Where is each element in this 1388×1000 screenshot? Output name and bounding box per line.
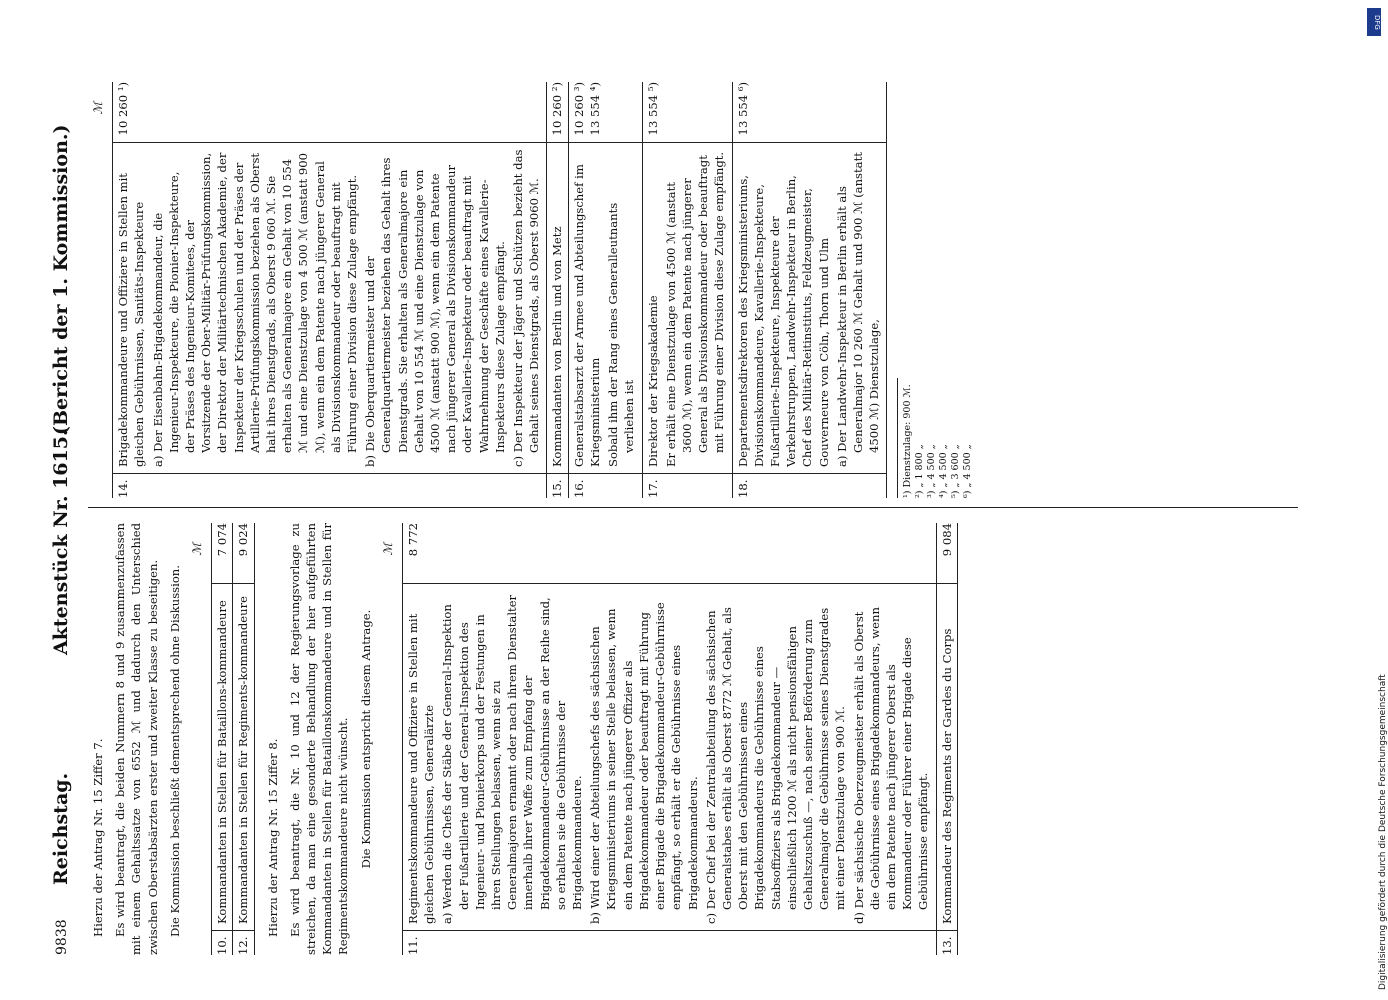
row-title: Generalstabsarzt der Armee und Abteilungschef im Kriegsministerium — [571, 164, 602, 467]
sub-item: a) Der Landwehr-Inspekteur in Berlin erhält als Generalmajor 10 260 ℳ Gehalt und 900 ℳ (anstatt 4500 ℳ) Dienstzulage, — [834, 152, 882, 467]
row-value: 10 260 ¹) — [116, 82, 131, 136]
unit-label: ℳ — [190, 543, 205, 556]
row-number: 12. — [236, 936, 251, 955]
sub-item: Er erhält eine Dienstzulage von 4500 ℳ (anstatt 3600 ℳ), wenn ein dem Patente nach jüngerer General als Divisionskommandeur oder beauftragt mit Führung einer Division diese Zulage empfängt. — [663, 151, 727, 467]
row-text: Kommandanten in Stellen für Regiments-kommandeure — [233, 583, 253, 931]
row-number: 11. — [406, 936, 421, 955]
left-column — [90, 523, 968, 955]
row-number: 18. — [735, 479, 750, 498]
digitization-text: Digitalisierung gefördert durch die Deutsche Forschungsgemeinschaft — [1378, 674, 1388, 990]
row-value: 13 554 ⁶) — [735, 82, 750, 136]
footnote: ¹) Dienstzulage: 900 ℳ. — [902, 384, 914, 498]
sub-item: a) Werden die Chefs der Stäbe der General-Inspektion der Fußartillerie und der General-Inspektion des Ingenieur- und Pionierkorps und der Festungen in ihren Stellungen belassen, wenn sie zu Generalmajoren ernannt oder nach ihrem Dienstalter innerhalb ihrer Waffe zum Empfang der Brigadekommandeur-Gebührnisse an der Reihe sind, so erhalten sie die Gebührnisse der Brigadekommandeure. — [440, 594, 585, 924]
page-number: 9838 — [54, 919, 70, 955]
digitization-notice — [1366, 470, 1388, 990]
paragraph: Die Kommission beschließt dementsprechend ohne Diskussion. — [167, 565, 182, 937]
row-number: 15. — [550, 479, 565, 498]
row-title: Regimentskommandeure und Offiziere in Stellen mit gleichen Gebührnissen, Generalärzte — [406, 613, 437, 924]
row-number: 17. — [645, 479, 660, 498]
sub-item: a) Der Eisenbahn-Brigadekommandeur, die Ingenieur-Inspekteure, die Pionier-Inspekteure, der Präses des Ingenieur-Komitees, der Vorsitzende der Ober-Militär-Prüfungskommission, der Direktor der Militärtechnischen Akademie, der Inspekteur der Kriegsschulen und der Präses der Artillerie-Prüfungskommission beziehen als Oberst halt ihres Dienstgrads, als Oberst 9 060 ℳ. Sie erhalten als Generalmajore ein Gehalt von 10 554 ℳ und eine Dienstzulage von 4 500 ℳ (anstatt 900 ℳ), wenn ein dem Patente nach jüngerer General als Divisionskommandeur oder beauftragt mit Führung einer Division diese Zulage empfängt. — [150, 152, 360, 467]
row-value: 13 554 ⁵) — [645, 82, 660, 136]
footnotes — [897, 378, 974, 498]
row-value: 7 074 — [215, 523, 230, 557]
table-row — [642, 82, 732, 498]
table-row — [568, 82, 642, 498]
value: 10 260 ³) — [571, 82, 586, 136]
table-row — [211, 523, 232, 955]
sub-item: Sobald ihm der Rang eines Generalleutnants verliehen ist — [606, 202, 637, 467]
table-row — [402, 523, 936, 955]
value: 13 554 ⁴) — [587, 82, 602, 136]
footnote: ²) „ 1 800 „ — [914, 444, 926, 498]
sub-item: d) Der sächsische Oberzeugmeister erhält als Oberst die Gebührnisse eines Brigadekommandeurs, wenn ein dem Patente nach jüngerer Oberst als Kommandeur oder Führer einer Brigade diese Gebührnisse empfängt. — [851, 607, 931, 924]
unit-label: ℳ — [380, 543, 395, 556]
table-row — [732, 82, 887, 498]
row-text — [403, 583, 936, 931]
row-number: 14. — [116, 479, 131, 498]
row-value: 8 772 — [406, 523, 421, 557]
footnote: ⁶) „ 4 500 „ — [962, 444, 974, 498]
table — [402, 523, 958, 955]
dfg-logo: DFG — [1367, 8, 1381, 36]
row-title: Direktor der Kriegsakademie — [645, 295, 660, 467]
row-title: Brigadekommandeure und Offiziere in Stellen mit gleichen Gebührnissen, Sanitäts-Inspekteure — [116, 173, 147, 467]
row-number: 10. — [215, 936, 230, 955]
table — [112, 82, 887, 498]
paragraph: Die Kommission entspricht diesem Antrage. — [358, 609, 373, 869]
unit-label: ℳ — [91, 102, 105, 115]
footnote: ⁵) „ 3 600 „ — [950, 444, 962, 498]
right-column — [90, 82, 974, 498]
table-row — [232, 523, 253, 955]
header-right: (Bericht der 1. Kommission.) — [50, 124, 72, 435]
sub-item: b) Die Oberquartiermeister und der Generalquartiermeister beziehen das Gehalt ihres Dienstgrads. Sie erhalten als Generalmajore ein Gehalt von 10 554 ℳ und eine Dienstzulage von 4500 ℳ (anstatt 900 ℳ), wenn ein dem Patente nach jüngerer General als Divisionskommandeur oder Kavallerie-Inspekteur oder beauftragt mit Wahrnehmung der Geschäfte eines Kavallerie-Inspekteurs diese Zulage empfängt. — [363, 157, 507, 467]
row-value: 10 260 ²) — [550, 82, 565, 136]
row-text — [643, 142, 732, 474]
row-value: 9 024 — [236, 523, 251, 557]
row-text — [733, 142, 887, 474]
paragraph: Es wird beantragt, die Nr. 10 und 12 der Regierungsvorlage zu streichen, da man eine gesonderte Behandlung der hier aufgeführten Kommandanten in Stellen für Bataillonskommandeure und in Stellen für Regimentskommandeure nicht wünscht. — [287, 523, 351, 955]
header-left: Reichstag. — [50, 772, 72, 885]
column-divider — [88, 507, 1298, 508]
row-text — [569, 142, 642, 474]
row-text: Kommandanten von Berlin und von Metz — [547, 142, 567, 474]
table-row — [936, 523, 957, 955]
paragraph: Hierzu der Antrag Nr. 15 Ziffer 8. — [265, 738, 280, 937]
footnote: ⁴) „ 4 500 „ — [938, 444, 950, 498]
row-text: Kommandanten in Stellen für Bataillons-kommandeure — [212, 583, 232, 931]
row-value — [569, 82, 642, 142]
row-title: Departementsdirektoren des Kriegsministeriums, Divisionskommandeure, Kavallerie-Inspekteure, Fußartillerie-Inspekteure, Inspekteure der Verkehrstruppen, Landwehr-Inspekteur in Berlin, Chef des Militär-Reitinstituts, Feldzeugmeister, Gouverneure von Cöln, Thorn und Ulm — [735, 175, 831, 467]
row-value: 9 084 — [939, 523, 954, 557]
paragraph: Hierzu der Antrag Nr. 15 Ziffer 7. — [91, 738, 105, 937]
table-row — [112, 82, 546, 498]
sub-item: c) Der Chef bei der Zentralabteilung des sächsischen Generalstabes erhält als Oberst 8772 ℳ Gehalt, als Oberst mit den Gebührnissen eines Brigadekommandeurs die Gebührnisse eines Stabsoffiziers als Brigadekommandeur — einschließlich 1200 ℳ als nicht pensionsfähigen Gehaltszuschuß —, nach seiner Beförderung zum Generalmajor die Gebührnisse seines Dienstgrades mit einer Dienstzulage von 900 ℳ. — [703, 607, 848, 924]
footnote: ³) „ 4 500 „ — [926, 444, 938, 498]
header-center: Aktenstück Nr. 1615. — [50, 429, 72, 655]
paragraph: Es wird beantragt, die beiden Nummern 8 und 9 zusammenzufassen mit einem Gehaltssatze von 6552 ℳ und dadurch den Unterschied zwischen Oberstabsärzten erster und zweiter Klasse zu beseitigen. — [113, 523, 160, 955]
row-text — [113, 142, 546, 474]
table-row — [546, 82, 567, 498]
table — [211, 523, 254, 955]
row-text: Kommandeur des Regiments der Gardes du Corps — [937, 583, 957, 931]
row-number: 13. — [939, 936, 954, 955]
sub-item: c) Der Inspekteur der Jäger und Schützen bezieht das Gehalt seines Dienstgrads, als Oberst 9060 ℳ. — [511, 149, 542, 467]
page-header — [50, 75, 78, 955]
sub-item: b) Wird einer der Abteilungschefs des sächsischen Kriegsministeriums in seiner Stelle belassen, wenn ein dem Patente nach jüngerer Offizier als Brigadekommandeur oder beauftragt mit Führung einer Brigade die Brigadekommandeur-Gebührnisse empfängt, so erhält er die Gebührnisse eines Brigadekommandeurs. — [588, 602, 700, 924]
row-number: 16. — [571, 479, 586, 498]
